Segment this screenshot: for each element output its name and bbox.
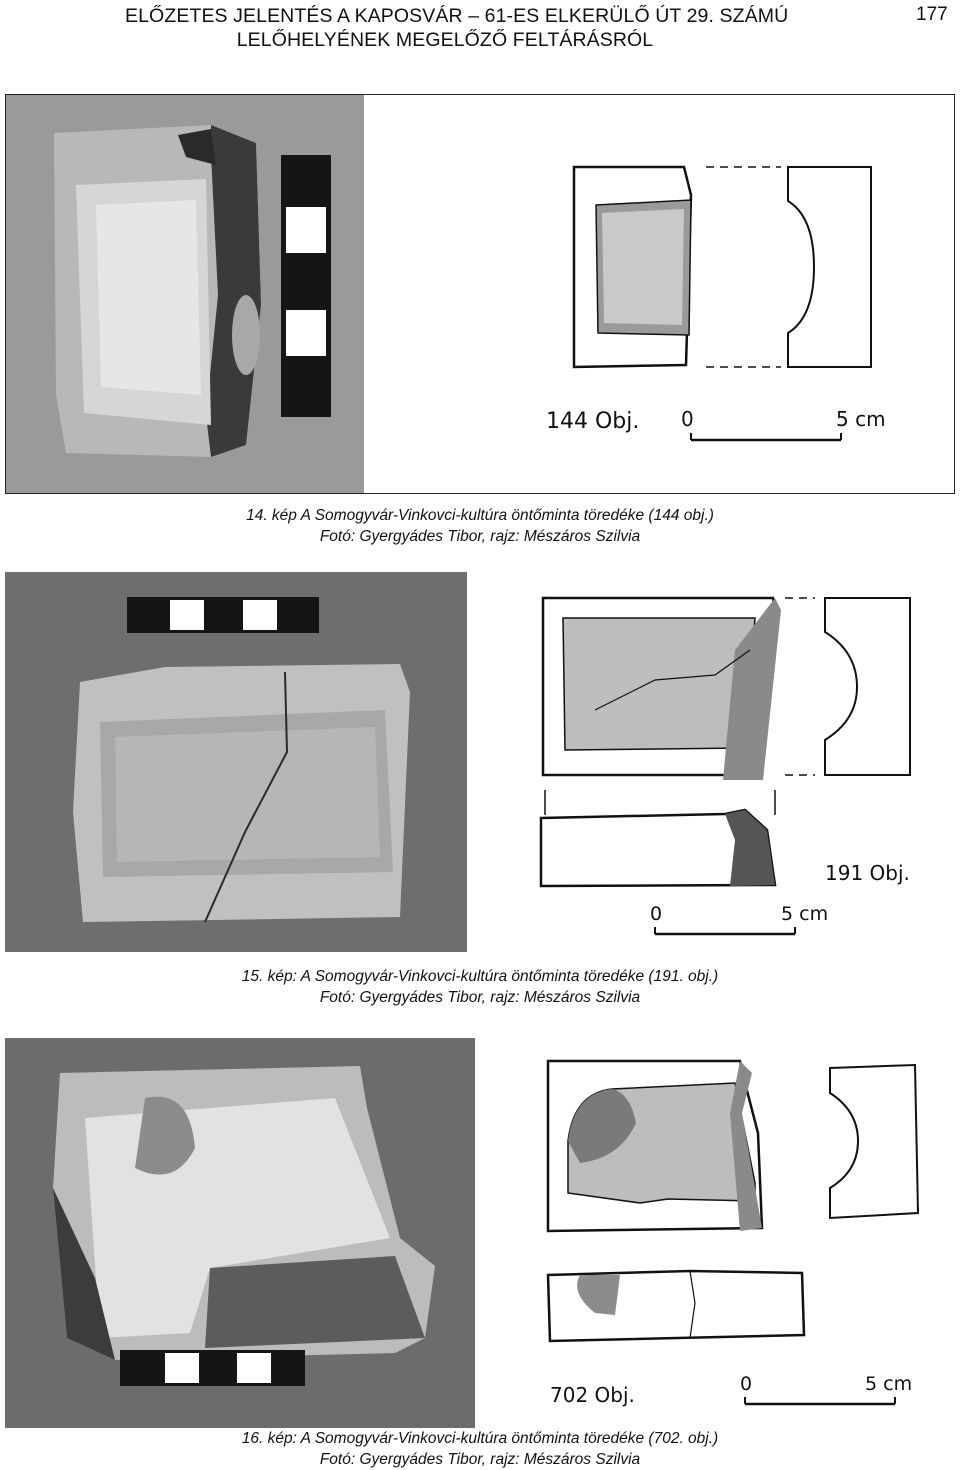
figure-14-drawing-label: 144 Obj. bbox=[546, 409, 640, 434]
figure-14-caption-line-2: Fotó: Gyergyádes Tibor, rajz: Mészáros Szilvia bbox=[319, 528, 641, 545]
figure-15-drawing-label: 191 Obj. bbox=[825, 862, 910, 885]
figure-15-drawing bbox=[535, 590, 935, 890]
figure-15-scale-end: 5 cm bbox=[781, 903, 829, 925]
header-title-line-1: ELŐZETES JELENTÉS A KAPOSVÁR – 61-ES ELKERÜLŐ ÚT 29. SZÁMÚ bbox=[125, 5, 789, 27]
page-number: 177 bbox=[916, 4, 948, 25]
figure-16-caption-line-2: Fotó: Gyergyádes Tibor, rajz: Mészáros Szilvia bbox=[319, 1451, 641, 1468]
figure-16-scale bbox=[550, 1366, 930, 1426]
running-header bbox=[125, 4, 789, 52]
figure-15-caption-line-2: Fotó: Gyergyádes Tibor, rajz: Mészáros Szilvia bbox=[319, 989, 641, 1006]
figure-15-scale-start: 0 bbox=[650, 903, 663, 925]
figure-16 bbox=[5, 1038, 953, 1428]
header-title-line-2: LELŐHELYÉNEK MEGELŐZŐ FELTÁRÁSRÓL bbox=[236, 29, 654, 51]
figure-15 bbox=[5, 572, 953, 952]
figure-15-caption bbox=[0, 966, 960, 1008]
figure-15-photo bbox=[5, 572, 467, 952]
figure-16-caption bbox=[0, 1428, 960, 1470]
figure-16-caption-line-1: 16. kép: A Somogyvár-Vinkovci-kultúra öntőminta töredéke (702. obj.) bbox=[241, 1430, 719, 1447]
figure-16-scale-start: 0 bbox=[740, 1373, 753, 1395]
figure-14-scale bbox=[546, 400, 946, 460]
figure-16-photo bbox=[5, 1038, 475, 1428]
figure-15-caption-line-1: 15. kép: A Somogyvár-Vinkovci-kultúra öntőminta töredéke (191. obj.) bbox=[241, 968, 719, 985]
figure-14-scale-start: 0 bbox=[681, 407, 694, 431]
figure-14-caption-line-1: 14. kép A Somogyvár-Vinkovci-kultúra öntőminta töredéke (144 obj.) bbox=[246, 507, 714, 524]
figure-15-scale bbox=[635, 862, 953, 942]
figure-16-scale-end: 5 cm bbox=[865, 1373, 913, 1395]
figure-14-scale-end: 5 cm bbox=[836, 407, 886, 431]
figure-16-drawing-label: 702 Obj. bbox=[550, 1383, 635, 1407]
figure-16-drawing bbox=[540, 1053, 940, 1373]
figure-14-caption bbox=[0, 505, 960, 547]
figure-14-photo bbox=[6, 95, 364, 493]
figure-14 bbox=[5, 94, 955, 494]
